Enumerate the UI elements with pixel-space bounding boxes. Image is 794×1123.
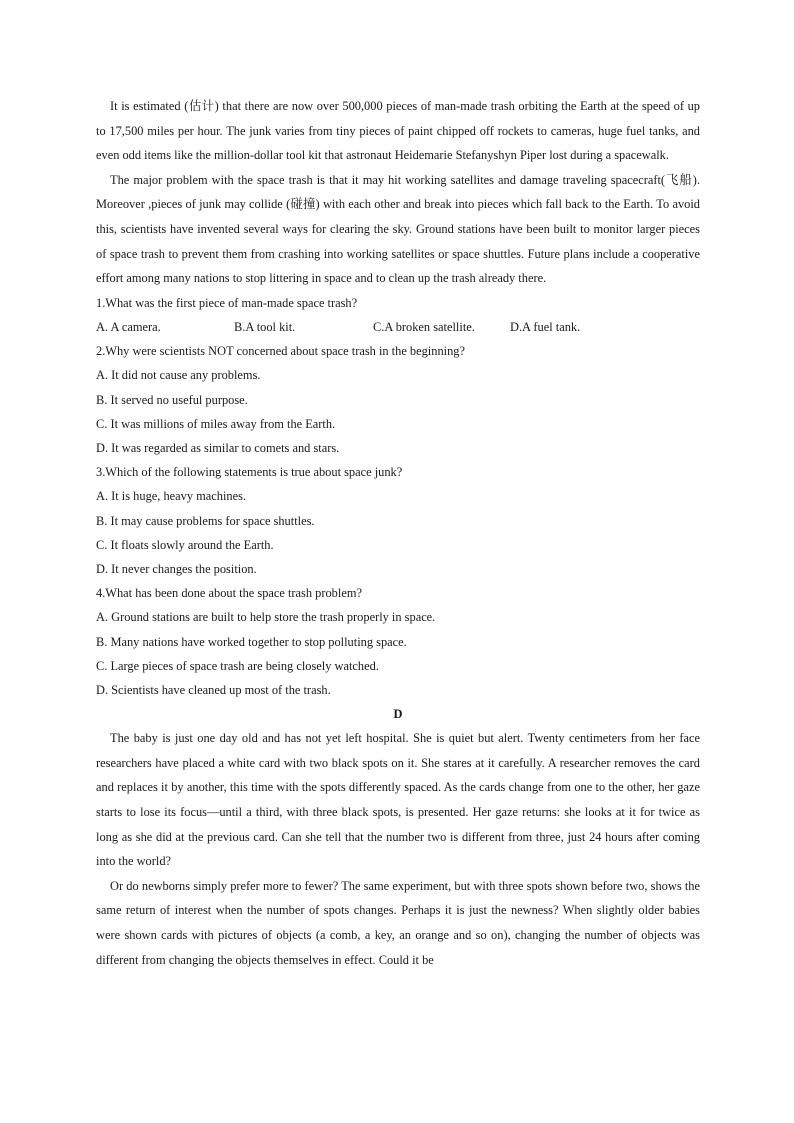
option-row: [96, 315, 700, 339]
question-block: [96, 581, 700, 702]
question-block: [96, 460, 700, 581]
option: A. It is huge, heavy machines.: [96, 489, 247, 504]
option: B. It served no useful purpose.: [96, 392, 248, 407]
document-page: [96, 94, 700, 972]
option: D.A fuel tank.: [510, 319, 581, 334]
passage-paragraph: The baby is just one day old and has not yet left hospital. She is quiet but alert. Twenty centimeters from her face researchers have placed a white card with two black spots on it. She stares at it carefully. A researcher removes the card and replaces it by another, this time with the spots differently spaced. As the cards change from one to the other, her gaze starts to lose its focus—until a third, with three black spots, is presented. Her gaze returns: she looks at it for twice as long as she did at the previous card. Can she tell that the number two is different from three, just 24 hours after coming into the world?: [96, 731, 700, 869]
question-block: [96, 339, 700, 460]
option: A. A camera.: [96, 319, 161, 334]
question-stem: 1.What was the first piece of man-made space trash?: [96, 295, 358, 310]
option: D. It never changes the position.: [96, 561, 257, 576]
option: C. Large pieces of space trash are being closely watched.: [96, 658, 379, 673]
passage-c: [96, 94, 700, 291]
option: B. Many nations have worked together to stop polluting space.: [96, 634, 407, 649]
option: A. Ground stations are built to help store the trash properly in space.: [96, 610, 436, 625]
option: D. Scientists have cleaned up most of the trash.: [96, 683, 331, 697]
passage-paragraph: The major problem with the space trash is that it may hit working satellites and damage traveling spacecraft(飞船). Moreover ,pieces of junk may collide (碰撞) with each other and break into pieces which fall back to the Earth. To avoid this, scientists have invented several ways for clearing the sky. Ground stations have been built to monitor larger pieces of space trash to prevent them from crashing into working satellites or space shuttles. Future plans include a cooperative effort among many nations to stop littering in space and to clean up the trash already there.: [96, 172, 700, 286]
passage-paragraph: It is estimated (估计) that there are now over 500,000 pieces of man-made trash orbiting the Earth at the speed of up to 17,500 miles per hour. The junk varies from tiny pieces of paint chipped off rockets to cameras, huge fuel tanks, and even odd items like the million-dollar tool kit that astronaut Heidemarie Stefanyshyn Piper lost during a spacewalk.: [96, 99, 700, 163]
option: D. It was regarded as similar to comets and stars.: [96, 440, 340, 455]
option: B. It may cause problems for space shuttles.: [96, 513, 315, 528]
option: A. It did not cause any problems.: [96, 368, 261, 383]
question-block: [96, 291, 700, 339]
passage-d: [96, 726, 700, 972]
option: B.A tool kit.: [234, 319, 296, 334]
option: C. It floats slowly around the Earth.: [96, 537, 274, 552]
question-stem: 2.Why were scientists NOT concerned about space trash in the beginning?: [96, 344, 465, 359]
option: C. It was millions of miles away from the Earth.: [96, 416, 336, 431]
question-stem: 4.What has been done about the space trash problem?: [96, 586, 362, 601]
option: C.A broken satellite.: [373, 319, 475, 334]
section-heading: D: [393, 707, 403, 722]
passage-paragraph: Or do newborns simply prefer more to fewer? The same experiment, but with three spots shown before two, shows the same return of interest when the number of spots changes. Perhaps it is just the newness? When slightly older babies were shown cards with pictures of objects (a comb, a key, an orange and so on), changing the number of objects was different from changing the objects themselves in effect. Could it be: [96, 878, 700, 967]
question-stem: 3.Which of the following statements is true about space junk?: [96, 465, 403, 480]
